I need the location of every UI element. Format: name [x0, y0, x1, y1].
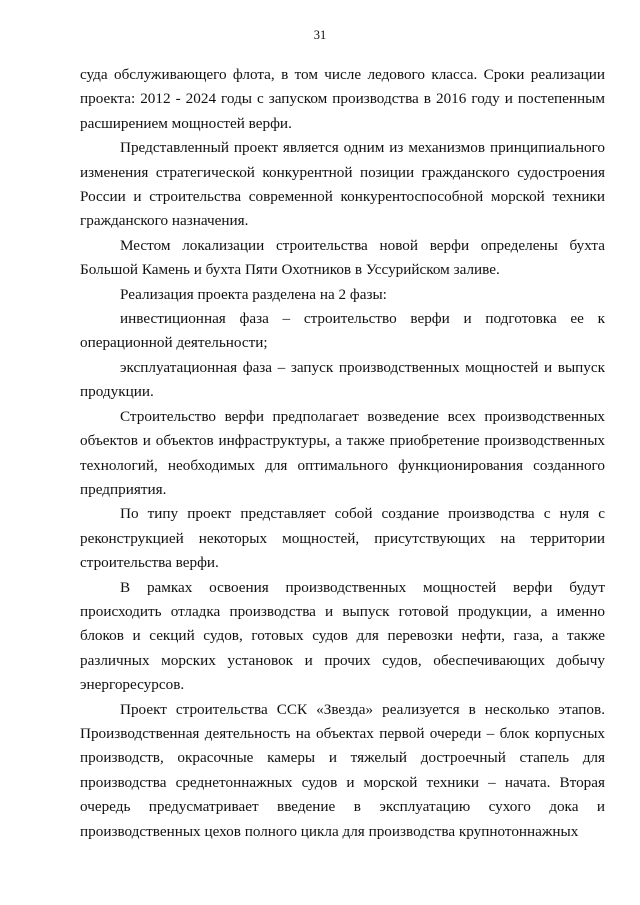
list-item-phase: эксплуатационная фаза – запуск производственных мощностей и выпуск продукции. — [80, 358, 605, 401]
paragraph: По типу проект представляет собой создание производства с нуля с реконструкцией некоторых мощностей, присутствующих на территории строительства верфи. — [80, 505, 605, 572]
list-item-phase: инвестиционная фаза – строительство верфи и подготовка ее к операционной деятельности; — [80, 310, 605, 352]
document-body — [80, 63, 605, 844]
paragraph: Проект строительства ССК «Звезда» реализуется в несколько этапов. Производственная деятельность на объектах первой очереди – блок корпусных производств, окрасочные камеры и тяжелый достроечный стапель для производства среднетоннажных судов и морской техники – начата. Вторая очередь предусматривает введение в эксплуатацию сухого дока и производственных цехов полного цикла для производства крупнотоннажных — [80, 700, 605, 840]
paragraph: Реализация проекта разделена на 2 фазы: — [120, 285, 387, 303]
page-number: 31 — [313, 28, 327, 42]
paragraph: Местом локализации строительства новой верфи определены бухта Большой Камень и бухта Пяти Охотников в Уссурийском заливе. — [80, 236, 605, 279]
paragraph: В рамках освоения производственных мощностей верфи будут происходить отладка производства и выпуск готовой продукции, а именно блоков и секций судов, готовых судов для перевозки нефти, газа, а также различных морских установок и прочих судов, обеспечивающих добычу энергоресурсов. — [80, 578, 605, 694]
paragraph: Представленный проект является одним из механизмов принципиального изменения стратегической конкурентной позиции гражданского судостроения России и строительства современной конкурентоспособной морской техники гражданского назначения. — [80, 139, 605, 230]
paragraph-continuation: суда обслуживающего флота, в том числе ледового класса. Сроки реализации проекта: 2012 - 2024 годы с запуском производства в 2016 году и постепенным расширением мощностей верфи. — [80, 66, 605, 132]
paragraph: Строительство верфи предполагает возведение всех производственных объектов и объектов инфраструктуры, а также приобретение производственных технологий, необходимых для оптимального функционирования созданного предприятия. — [80, 407, 605, 498]
